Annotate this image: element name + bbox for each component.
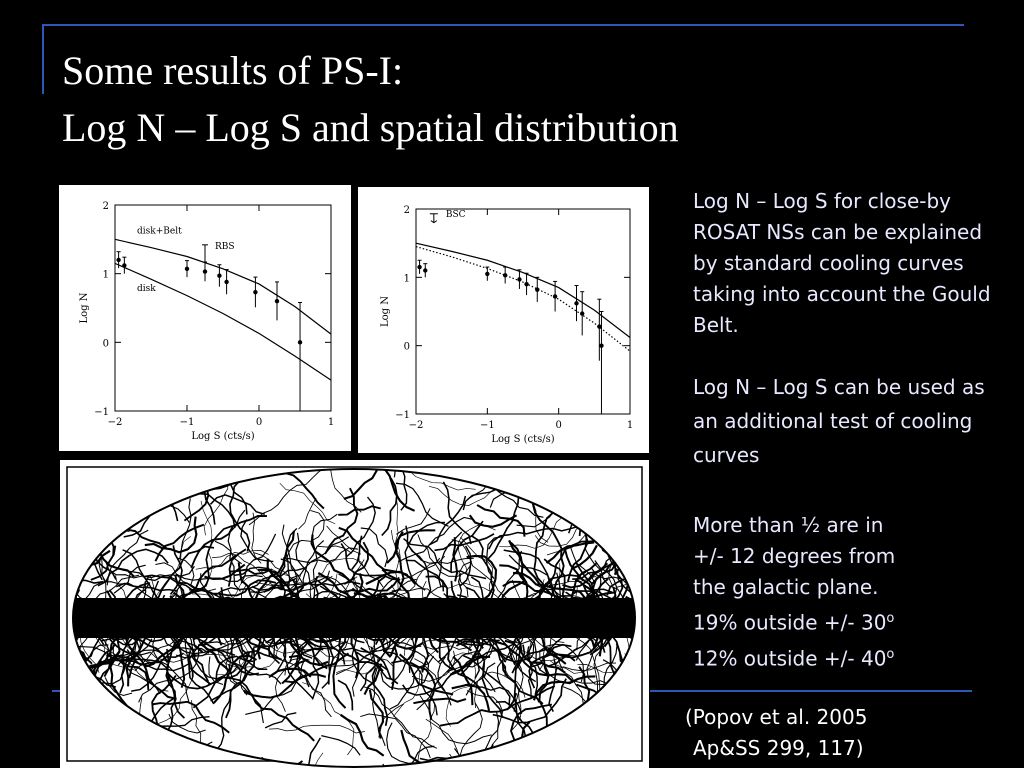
track [526, 729, 606, 758]
y-tick-label: −1 [94, 407, 109, 418]
title-line-2: Log N – Log S and spatial distribution [62, 105, 679, 150]
y-tick-label: 0 [102, 338, 109, 350]
citation [685, 702, 867, 764]
data-point [224, 280, 228, 284]
logn-logs-chart-rbs [59, 185, 351, 451]
y-axis-label: Log N [79, 292, 90, 324]
left-rule [42, 24, 44, 94]
x-tick-label: −2 [408, 420, 424, 431]
series-label: disk [137, 284, 156, 295]
series-line-2 [115, 263, 331, 380]
x-tick-label: 0 [555, 420, 562, 431]
data-point [597, 324, 601, 328]
track [88, 715, 118, 732]
track [597, 705, 623, 748]
track [97, 468, 124, 500]
track [608, 500, 650, 532]
track [60, 474, 99, 508]
data-point [599, 343, 603, 347]
y-tick-label: 1 [102, 269, 109, 281]
track [264, 460, 275, 471]
track [615, 480, 624, 575]
data-point [217, 274, 221, 278]
x-tick-label: 1 [626, 420, 634, 431]
data-point [535, 287, 539, 291]
data-point [553, 294, 557, 298]
track [165, 460, 217, 489]
track [573, 460, 579, 516]
x-tick-label: −1 [479, 420, 495, 431]
track [501, 749, 551, 768]
data-point [253, 290, 257, 294]
data-point [485, 272, 489, 276]
data-point [524, 282, 528, 286]
chart-panel-left [59, 185, 351, 451]
track [491, 751, 526, 768]
stats-block [693, 510, 993, 674]
data-point [423, 268, 427, 272]
track [103, 460, 114, 513]
bullet-1: Log N – Log S for close-by ROSAT NSs can be explained by standard cooling curves taking into account the Gould Belt. [693, 189, 991, 337]
track [88, 701, 130, 763]
y-axis-label: Log N [380, 296, 391, 327]
track [633, 557, 650, 592]
track [540, 460, 594, 486]
data-point [574, 301, 578, 305]
track [609, 701, 628, 759]
data-point [203, 269, 207, 273]
data-point [417, 265, 421, 269]
track [63, 711, 112, 739]
track [400, 460, 434, 470]
track [619, 671, 649, 688]
citation-line-1: (Popov et al. 2005 [685, 705, 868, 729]
citation-line-2: Ap&SS 299, 117) [693, 736, 864, 760]
track [142, 738, 173, 751]
track [72, 500, 130, 534]
track [96, 497, 122, 516]
series-line-1 [416, 243, 630, 337]
x-tick-label: 0 [255, 417, 263, 428]
track [507, 765, 535, 768]
data-point [503, 273, 507, 277]
slide-title [62, 42, 679, 156]
track [580, 466, 605, 536]
track [625, 653, 649, 724]
track [91, 460, 110, 477]
sky-distribution-map [60, 460, 649, 768]
track [631, 763, 644, 768]
title-line-1: Some results of PS-I: [62, 48, 404, 93]
stats-line-5: 12% outside +/- 40$^o$ [693, 646, 895, 671]
x-tick-label: −2 [107, 417, 123, 428]
bullet-2: Log N – Log S can be used as an additional test of cooling curves [693, 375, 985, 467]
track [63, 561, 76, 594]
track [557, 748, 583, 768]
data-point [185, 267, 189, 271]
data-point [122, 263, 126, 267]
y-tick-label: 2 [102, 201, 109, 212]
stats-line-1: More than ½ are in [693, 513, 884, 537]
track-layer [60, 460, 649, 768]
x-axis-label: Log S (cts/s) [191, 431, 255, 442]
chart-panel-right [358, 187, 649, 453]
bottom-rule-right [650, 690, 972, 692]
y-tick-label: −1 [395, 410, 410, 421]
data-point [298, 340, 302, 344]
plot-frame [416, 209, 630, 414]
series-label: disk+Belt [137, 226, 182, 237]
y-tick-label: 0 [403, 341, 410, 353]
track [602, 690, 628, 750]
stats-line-4: 19% outside +/- 30$^o$ [693, 610, 895, 635]
y-tick-label: 2 [403, 205, 410, 216]
x-tick-label: −1 [179, 417, 195, 428]
y-tick-label: 1 [403, 273, 410, 285]
legend-label: RBS [215, 241, 235, 252]
stats-line-3: the galactic plane. [693, 575, 879, 599]
track [153, 758, 202, 768]
logn-logs-chart-bsc [358, 187, 649, 453]
x-tick-label: 1 [327, 417, 335, 428]
data-point [580, 311, 584, 315]
top-rule [42, 24, 964, 26]
sky-map-panel [60, 460, 649, 768]
stats-line-2: +/- 12 degrees from [693, 544, 896, 568]
data-point [275, 299, 279, 303]
track [111, 478, 141, 492]
track [588, 691, 634, 744]
data-point [116, 258, 120, 262]
data-point [517, 277, 521, 281]
track [75, 469, 105, 500]
track [603, 708, 644, 741]
track [86, 493, 139, 521]
track [60, 727, 85, 754]
x-axis-label: Log S (cts/s) [491, 434, 555, 445]
legend-label: BSC [445, 210, 466, 221]
track [222, 764, 236, 768]
